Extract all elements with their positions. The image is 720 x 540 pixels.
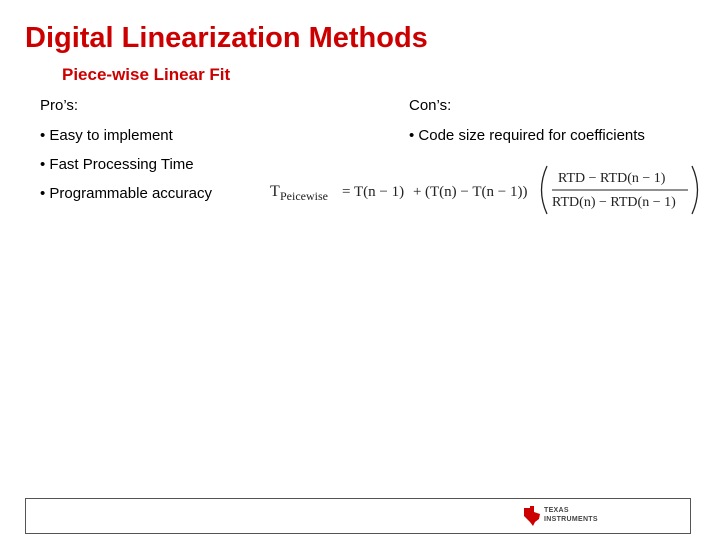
logo-text-instruments: INSTRUMENTS (544, 516, 598, 523)
formula-lhs-main: T (270, 183, 280, 200)
formula-numerator: RTD − RTD(n − 1) (558, 171, 666, 186)
formula-right-bracket (692, 166, 698, 214)
slide-title: Digital Linearization Methods (25, 22, 428, 54)
pros-item-fast: • Fast Processing Time (40, 156, 194, 173)
pros-heading: Pro’s: (40, 97, 79, 114)
cons-item-code-size: • Code size required for coefficients (409, 127, 645, 144)
piecewise-formula (268, 160, 704, 220)
pros-item-easy: • Easy to implement (40, 127, 173, 144)
pros-item-accuracy: • Programmable accuracy (40, 185, 212, 202)
formula-left-bracket (542, 166, 548, 214)
formula-lhs-sub: Peicewise (280, 189, 328, 203)
formula-term1: T(n − 1) (354, 184, 405, 200)
slide-subtitle: Piece-wise Linear Fit (62, 65, 231, 84)
logo-text-texas: TEXAS (544, 507, 569, 514)
footer-bar (25, 498, 691, 534)
texas-state-icon (522, 505, 542, 527)
formula-equals: = (342, 184, 351, 200)
cons-heading: Con’s: (409, 97, 452, 114)
formula-denominator: RTD(n) − RTD(n − 1) (552, 195, 676, 210)
formula-plus: + (413, 184, 422, 200)
ti-logo (522, 504, 642, 528)
formula-paren-term: (T(n) − T(n − 1)) (425, 184, 528, 200)
